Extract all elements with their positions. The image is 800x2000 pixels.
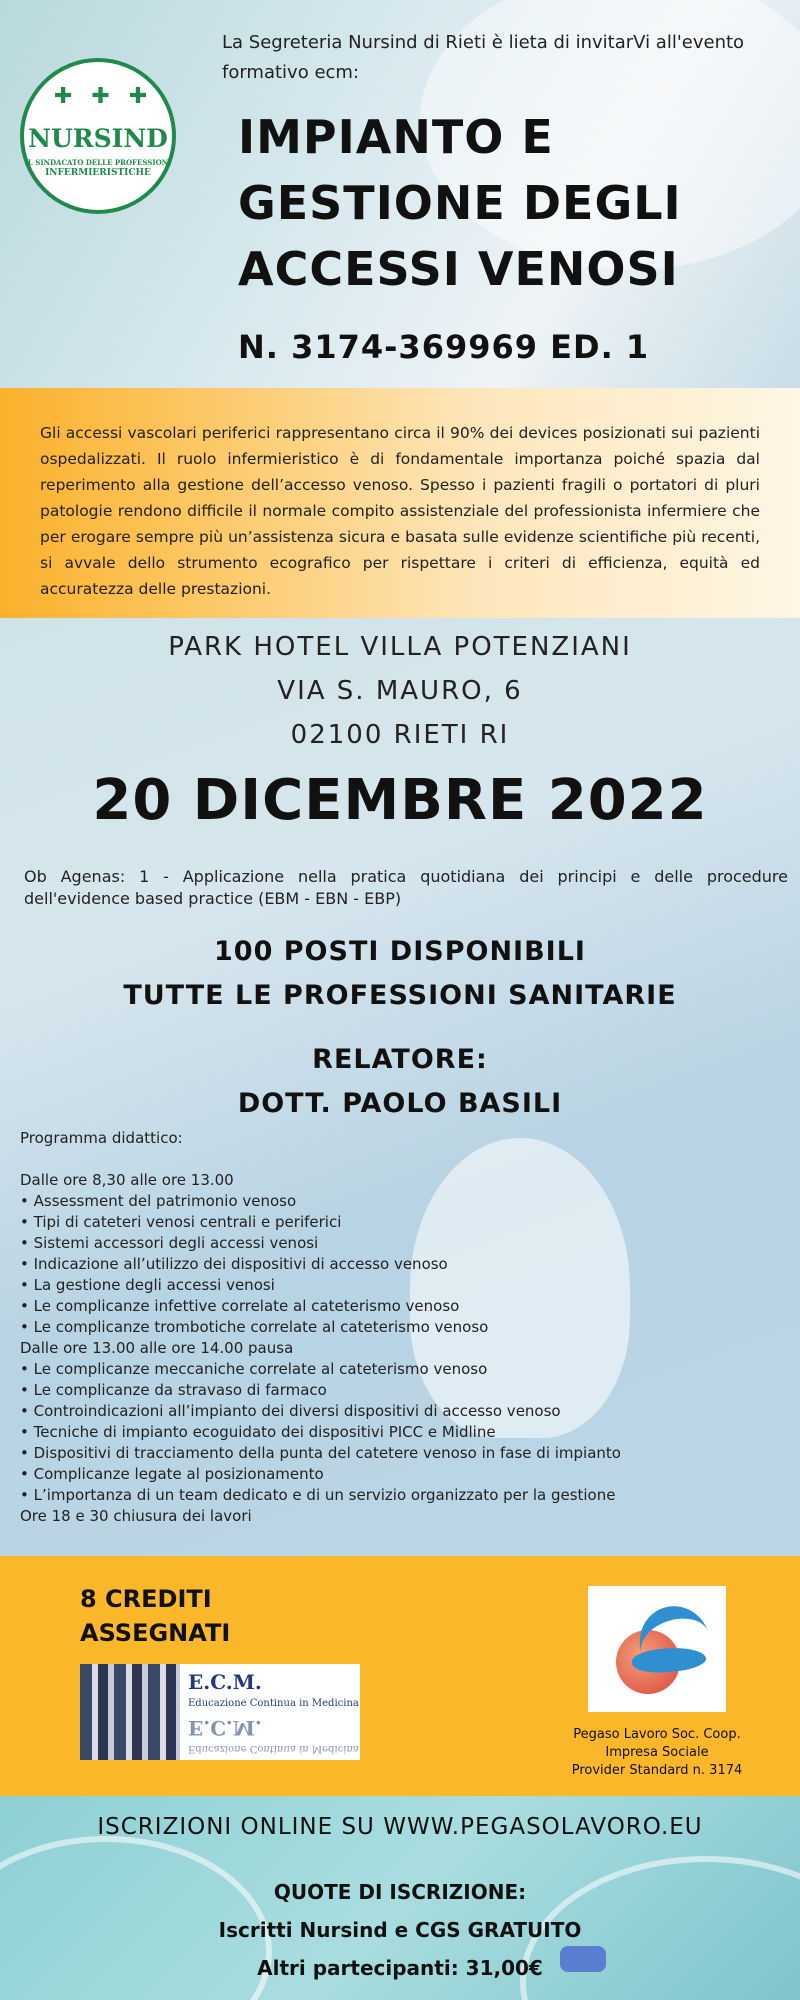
credits-count: 8 CREDITI — [80, 1585, 212, 1613]
registration-section — [0, 1796, 800, 2000]
invite-text: La Segreteria Nursind di Rieti è lieta di invitarVi all'evento formativo ecm: — [222, 32, 745, 83]
nursind-logo — [20, 58, 176, 214]
provider-name: Pegaso Lavoro Soc. Coop. — [573, 1727, 741, 1742]
logo-crosses-icon: ✚ ✚ ✚ — [54, 84, 154, 109]
program-session: Dalle ore 13.00 alle ore 14.00 pausa — [20, 1339, 294, 1357]
speaker-label: RELATORE: — [312, 1044, 488, 1075]
program-item: • Controindicazioni all’impianto dei diversi dispositivi di accesso venoso — [20, 1402, 561, 1420]
logo-name: NURSIND — [28, 124, 168, 153]
program-heading: Programma didattico: — [20, 1129, 183, 1147]
credits-assigned: ASSEGNATI — [80, 1619, 231, 1647]
program-item: • Indicazione all’utilizzo dei dispositivi di accesso venoso — [20, 1255, 448, 1273]
ecm-title-reflection: E.C.M. — [188, 1716, 262, 1740]
program-item: • Tecniche di impianto ecoguidato dei dispositivi PICC e Midline — [20, 1423, 496, 1441]
credits-label — [80, 1582, 230, 1650]
speaker-name: DOTT. PAOLO BASILI — [237, 1088, 563, 1119]
program-item: • Sistemi accessori degli accessi venosi — [20, 1234, 319, 1252]
program-list — [20, 1191, 760, 1338]
fee-others: Altri partecipanti: 31,00€ — [257, 1956, 543, 1980]
agenas-objective: Ob Agenas: 1 - Applicazione nella pratica quotidiana dei principi e delle procedure dell'evidence based practice (EBM - EBN - EBP) — [24, 867, 788, 908]
venue-city: 02100 RIETI RI — [290, 720, 510, 750]
program-item: • Le complicanze da stravaso di farmaco — [20, 1381, 327, 1399]
provider-type: Impresa Sociale — [605, 1745, 709, 1760]
event-title — [238, 104, 778, 302]
event-title-line: IMPIANTO E — [238, 110, 554, 164]
seats-available: 100 POSTI DISPONIBILI — [214, 936, 586, 967]
event-title-line: GESTIONE DEGLI — [238, 176, 682, 230]
program-item: • Assessment del patrimonio venoso — [20, 1192, 297, 1210]
ecm-title: E.C.M. — [188, 1670, 262, 1694]
details-section — [0, 618, 800, 1556]
target-professions: TUTTE LE PROFESSIONI SANITARIE — [123, 980, 677, 1011]
program-item: • La gestione degli accessi venosi — [20, 1276, 275, 1294]
program-item: • Le complicanze infettive correlate al cateterismo venoso — [20, 1297, 460, 1315]
event-title-line: ACCESSI VENOSI — [238, 242, 679, 296]
fees-label: QUOTE DI ISCRIZIONE: — [273, 1880, 527, 1904]
program-list — [20, 1359, 760, 1506]
program-item: • Tipi di cateteri venosi centrali e periferici — [20, 1213, 342, 1231]
program — [20, 1128, 760, 1527]
program-item: • Complicanze legate al posizionamento — [20, 1465, 324, 1483]
program-item: • Dispositivi di tracciamento della punta del catetere venoso in fase di impianto — [20, 1444, 621, 1462]
program-item: • L’importanza di un team dedicato e di un servizio organizzato per la gestione — [20, 1486, 616, 1504]
ecm-logo — [80, 1664, 360, 1760]
provider-info — [540, 1726, 774, 1780]
event-code: N. 3174-369969 ED. 1 — [238, 328, 650, 366]
event-date: 20 DICEMBRE 2022 — [92, 768, 708, 833]
logo-subtitle-2: INFERMIERISTICHE — [45, 168, 151, 178]
ecm-subtitle-reflection: Educazione Continua in Medicina — [188, 1743, 359, 1754]
pegaso-logo — [588, 1586, 726, 1712]
venue-address: VIA S. MAURO, 6 — [277, 676, 523, 706]
registration-online-link[interactable]: ISCRIZIONI ONLINE SU WWW.PEGASOLAVORO.EU — [97, 1814, 703, 1840]
ecm-reflection — [180, 1714, 360, 1760]
logo-subtitle-1: IL SINDACATO DELLE PROFESSIONI — [24, 158, 172, 167]
ecm-subtitle: Educazione Continua in Medicina — [188, 1698, 359, 1709]
program-closing: Ore 18 e 30 chiusura dei lavori — [20, 1507, 252, 1525]
description-section — [0, 388, 800, 618]
program-session: Dalle ore 8,30 alle ore 13.00 — [20, 1171, 234, 1189]
provider-number: Provider Standard n. 3174 — [571, 1763, 743, 1778]
credits-section — [0, 1556, 800, 1796]
fee-members: Iscritti Nursind e CGS GRATUITO — [218, 1918, 582, 1942]
venue-name: PARK HOTEL VILLA POTENZIANI — [168, 632, 632, 662]
program-item: • Le complicanze trombotiche correlate al cateterismo venoso — [20, 1318, 489, 1336]
program-item: • Le complicanze meccaniche correlate al cateterismo venoso — [20, 1360, 488, 1378]
event-description: Gli accessi vascolari periferici rappresentano circa il 90% dei devices posizionati sui pazienti ospedalizzati. Il ruolo infermieristico è di fondamentale importanza poiché spazia dal reperimento alla gestione dell’accesso venoso. Spesso i pazienti fragili o portatori di pluri patologie rendono difficile il normale compito assistenziale del professionista infermiere che per erogare sempre più un’assistenza sicura e basata sulle evidenze scientifiche più recenti, si avvale dello strumento ecografico per rispettare i criteri di efficienza, equità ed accuratezza delle prestazioni. — [40, 424, 760, 598]
ecm-photo — [80, 1664, 180, 1760]
header-section — [0, 0, 800, 388]
